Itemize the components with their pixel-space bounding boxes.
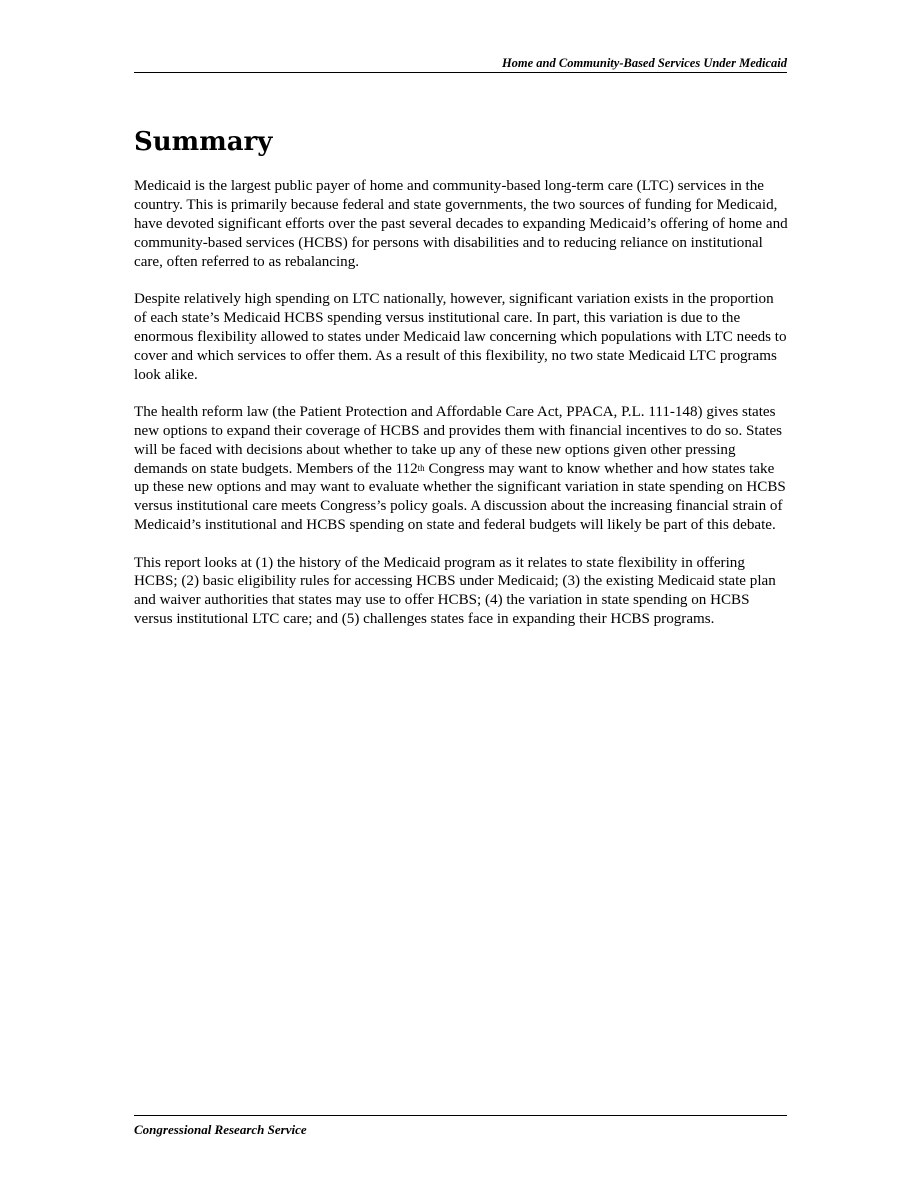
running-footer: Congressional Research Service: [134, 1115, 787, 1138]
summary-paragraph-2: Despite relatively high spending on LTC nationally, however, significant variation exists in the proportion of each state’s Medicaid HCBS spending versus institutional care. In part, this variation is due to the enormous flexibility allowed to states under Medicaid law concerning which populations with LTC needs to cover and which services to offer them. As a result of this flexibility, no two state Medicaid LTC programs look alike.: [134, 290, 787, 383]
summary-body: [134, 177, 789, 648]
summary-paragraph-4: This report looks at (1) the history of the Medicaid program as it relates to state flexibility in offering HCBS; (2) basic eligibility rules for accessing HCBS under Medicaid; (3) the existing Medicaid state plan and waiver authorities that states may use to offer HCBS; (4) the variation in state spending on HCBS versus institutional LTC care; and (5) challenges states face in expanding their HCBS programs.: [134, 554, 776, 628]
summary-paragraph-3: [134, 403, 789, 535]
ordinal-superscript: th: [417, 462, 425, 473]
paragraph-3-text-end: Congress may want to know whether and how states take up these new options and may want to evaluate whether the significant variation in state spending on HCBS versus institutional care meets Congress’s policy goals. A discussion about the increasing financial strain of Medicaid’s institutional and HCBS spending on state and federal budgets will likely be part of this debate.: [134, 460, 786, 534]
page-title: Summary: [134, 127, 273, 157]
running-header: Home and Community-Based Services Under Medicaid: [134, 55, 787, 73]
paragraph-3-text-start: The health reform law (the Patient Protection and Affordable Care Act, PPACA, P.L. 111-148) gives states new options to expand their coverage of HCBS and provides them with financial incentives to do so. States will be faced with decisions about whether to take up any of these new options given other pressing demands on state budgets. Members of the 112: [134, 403, 783, 477]
summary-paragraph-1: Medicaid is the largest public payer of home and community-based long-term care (LTC) services in the country. This is primarily because federal and state governments, the two sources of funding for Medicaid, have devoted significant efforts over the past several decades to expanding Medicaid’s offering of home and community-based services (HCBS) for persons with disabilities and to reducing reliance on institutional care, often referred to as rebalancing.: [134, 178, 788, 270]
